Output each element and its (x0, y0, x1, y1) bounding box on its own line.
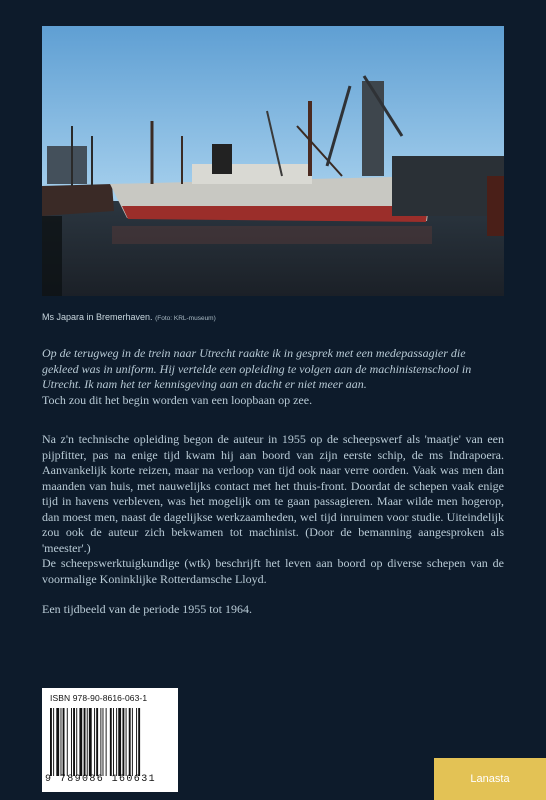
blurb-text (42, 432, 504, 618)
blurb-paragraph-3: Een tijdbeeld van de periode 1955 tot 1964. (42, 602, 252, 616)
caption-text: Ms Japara in Bremerhaven. (42, 312, 153, 322)
ship-photo (42, 26, 504, 296)
barcode-icon (48, 708, 172, 776)
photo-caption (42, 312, 216, 322)
blurb-paragraph-2: De scheepswerktuigkundige (wtk) beschrijft het leven aan boord op diverse schepen van de voormalige Koninklijke Rotterdamsche Lloyd. (42, 556, 504, 586)
cover-photo (42, 26, 504, 296)
photo-credit: (Foto: KRL-museum) (155, 315, 216, 322)
intro-normal: Toch zou dit het begin worden van een loopbaan op zee. (42, 392, 313, 407)
blurb-paragraph-1: Na z'n technische opleiding begon de auteur in 1955 op de scheepswerf als 'maatje' van een pijpfitter, pas na enige tijd kwam hij aan boord van zijn eerste schip, de ms Indrapoera. Aanvankelijk korte reizen, maar na verloop van tijd ook naar verre oorden. Vaak was men dan maanden van huis, met nauwelijks contact met het thuis-front. Doordat de schepen vaak enige tijd in havens verbleven, was het mogelijk om te gaan passagieren. Maar wilde men hogerop, dan moest men, naast de dagelijkse werkzaamheden, wel tijd inruimen voor studie. Uiteindelijk zou ook de auteur zich bekwamen tot machinist. (Door de bemanning aangesproken als 'meester'.) (42, 432, 504, 555)
isbn-label: ISBN 978-90-8616-063-1 (50, 693, 148, 703)
ean-number: 9 789086 160631 (45, 774, 157, 785)
barcode-box (42, 688, 178, 792)
intro-text (42, 346, 504, 408)
publisher-logo (434, 758, 546, 800)
intro-italic: Op de terugweg in de trein naar Utrecht raakte ik in gesprek met een medepassagier die gekleed was in uniform. Hij vertelde een opleiding te volgen aan de machinistenschool in Utrecht. Ik nam het ter kennisgeving aan en dacht er niet meer aan. (42, 346, 472, 391)
publisher-name: Lanasta (470, 773, 510, 785)
